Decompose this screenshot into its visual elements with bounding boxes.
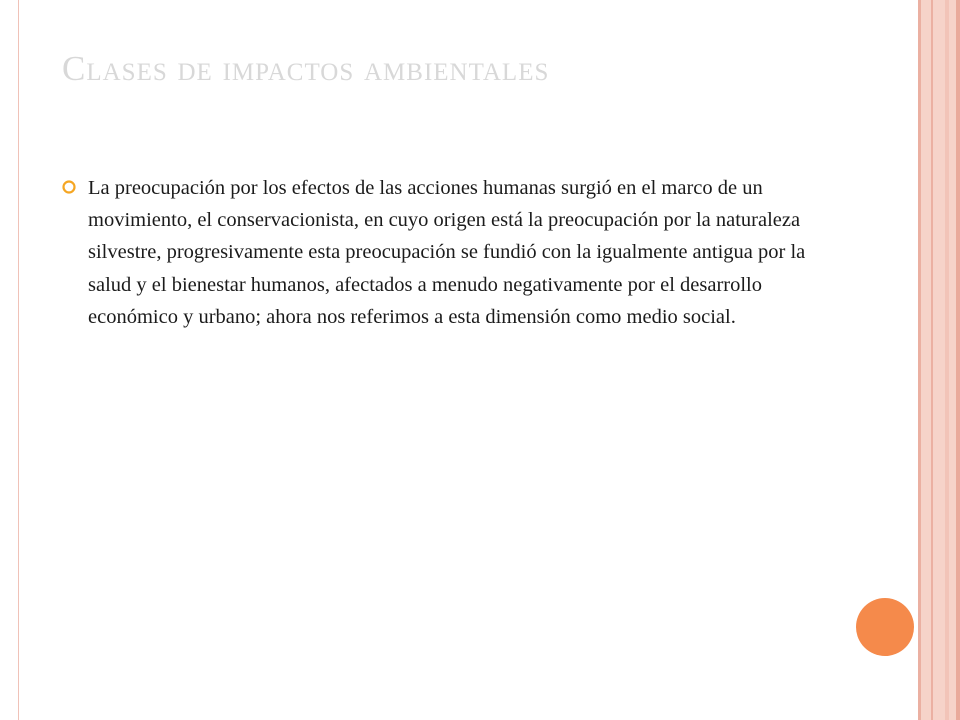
right-stripe	[945, 0, 949, 720]
slide-title: Clases de impactos ambientales	[62, 49, 550, 88]
bullet-item	[60, 172, 820, 333]
bullet-text: La preocupación por los efectos de las acciones humanas surgió en el marco de un movimiento, el conservacionista, en cuyo origen está la preocupación por la naturaleza silvestre, progresivamente esta preocupación se fundió con la igualmente antigua por la salud y el bienestar humanos, afectados a menudo negativamente por el desarrollo económico y urbano; ahora nos referimos a esta dimensión como medio social.	[88, 177, 806, 328]
right-stripe	[956, 0, 960, 720]
ring-bullet-icon	[60, 178, 78, 196]
bullet-list	[60, 172, 820, 333]
left-border-line	[18, 0, 19, 720]
right-stripe	[918, 0, 921, 720]
orange-circle-decoration	[856, 598, 914, 656]
right-decorative-band	[918, 0, 960, 720]
right-stripe	[931, 0, 933, 720]
